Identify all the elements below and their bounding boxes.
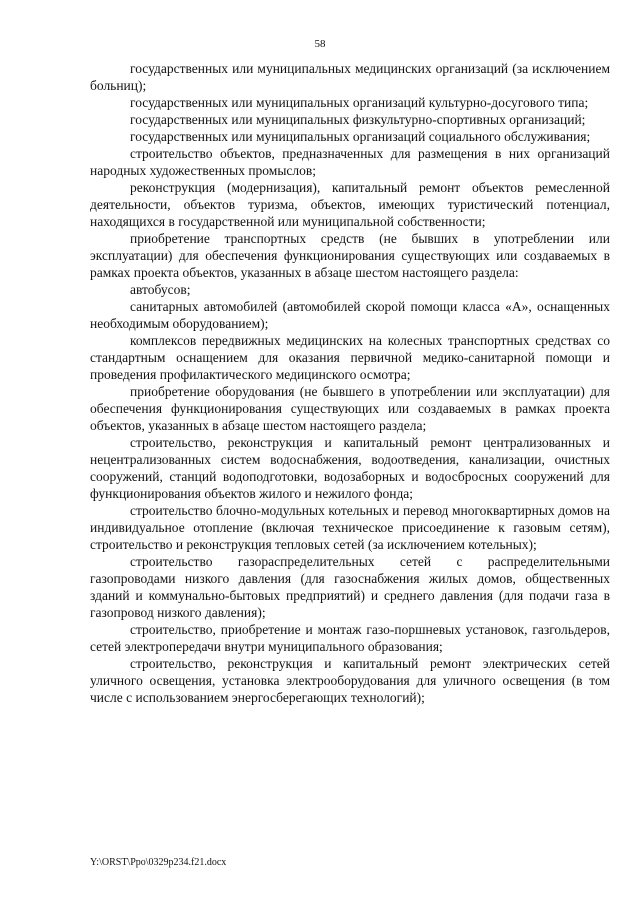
paragraph: государственных или муниципальных физкультурно-спортивных организаций;: [130, 112, 586, 127]
paragraph: государственных или муниципальных организаций социального обслуживания;: [130, 129, 591, 144]
footer-file-path: Y:\ORST\Ppo\0329p234.f21.docx: [90, 857, 227, 868]
paragraph: приобретение оборудования (не бывшего в употреблении или эксплуатации) для обеспечения функционирования существующих или создаваемых в рамках проекта объектов, указанных в абзаце шестом настоящего раздела;: [90, 384, 610, 433]
paragraph: комплексов передвижных медицинских на колесных транспортных средствах со стандартным оснащением для оказания первичной медико-санитарной помощи и проведения профилактического медицинского осмотра;: [90, 333, 610, 382]
paragraph: приобретение транспортных средств (не бывших в употреблении или эксплуатации) для обеспечения функционирования существующих или создаваемых в рамках проекта объектов, указанных в абзаце шестом настоящего раздела:: [90, 231, 610, 280]
paragraph: автобусов;: [130, 282, 191, 297]
paragraph: строительство, реконструкция и капитальный ремонт централизованных и нецентрализованных систем водоснабжения, водоотведения, канализации, очистных сооружений, станций водоподготовки, водозаборных и водосбросных сооружений для функционирования объектов жилого и нежилого фонда;: [90, 435, 610, 501]
document-body: [90, 60, 610, 706]
paragraph: государственных или муниципальных медицинских организаций (за исключением больниц);: [90, 61, 610, 93]
page-number: 58: [314, 38, 326, 50]
paragraph: строительство блочно-модульных котельных и перевод многоквартирных домов на индивидуальное отопление (включая техническое присоединение к газовым сетям), строительство и реконструкция тепловых сетей (за исключением котельных);: [90, 503, 610, 552]
paragraph: строительство, реконструкция и капитальный ремонт электрических сетей уличного освещения, установка электрооборудования для уличного освещения (в том числе с использованием энергосберегающих технологий);: [90, 656, 610, 705]
paragraph: государственных или муниципальных организаций культурно-досугового типа;: [130, 95, 589, 110]
paragraph: реконструкция (модернизация), капитальный ремонт объектов ремесленной деятельности, объектов туризма, объектов, имеющих туристический потенциал, находящихся в государственной или муниципальной собственности;: [90, 180, 610, 229]
paragraph: строительство объектов, предназначенных для размещения в них организаций народных художественных промыслов;: [90, 146, 610, 178]
paragraph: строительство газораспределительных сетей с распределительными газопроводами низкого давления (для газоснабжения жилых домов, общественных зданий и коммунально-бытовых предприятий) и среднего давления (для подачи газа в газопровод низкого давления);: [90, 554, 610, 620]
paragraph: строительство, приобретение и монтаж газо-поршневых установок, газгольдеров, сетей электропередачи внутри муниципального образования;: [90, 622, 610, 654]
paragraph: санитарных автомобилей (автомобилей скорой помощи класса «А», оснащенных необходимым оборудованием);: [90, 299, 610, 331]
